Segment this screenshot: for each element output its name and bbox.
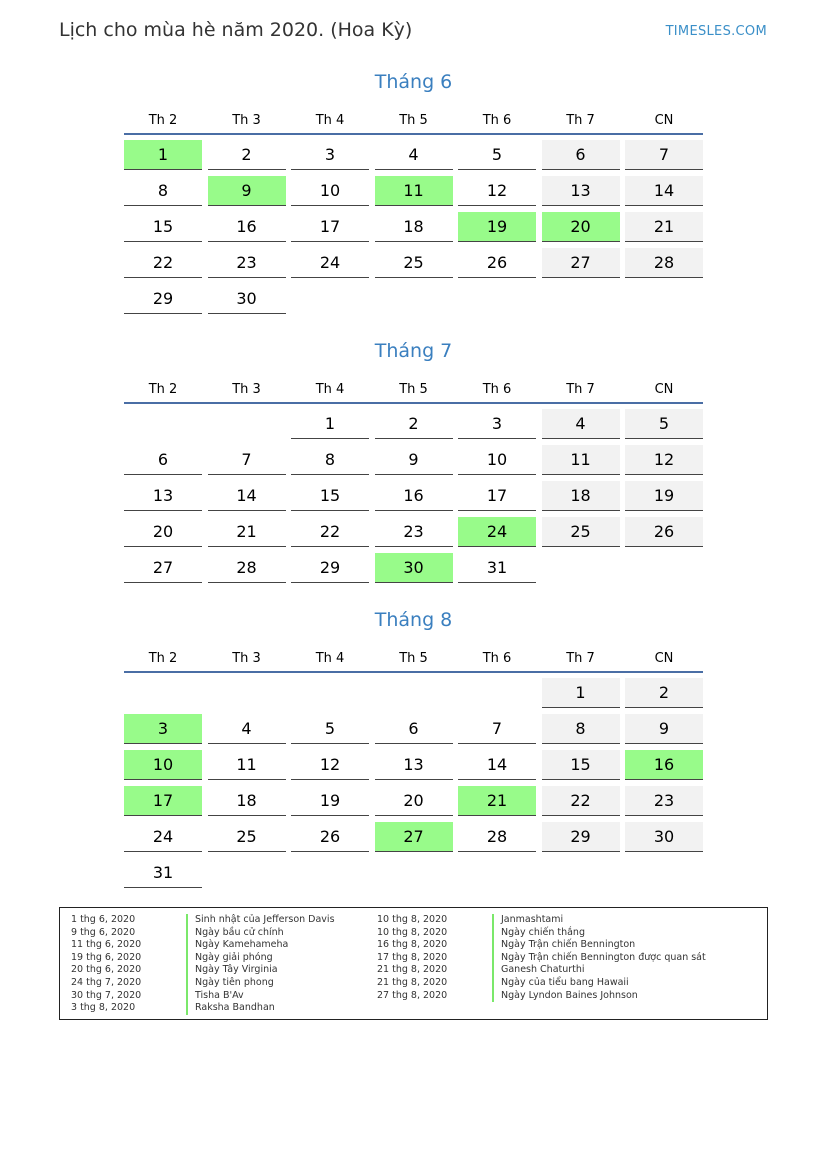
day-cell: 27 [124,553,202,583]
weekday-label: Th 6 [482,113,512,128]
holiday-day-cell: 27 [375,822,453,852]
legend-holiday-name: Tisha B'Av [186,990,244,1003]
day-cell: 29 [291,553,369,583]
month-june [124,68,703,320]
day-grid [124,678,703,894]
day-cell: 1 [542,678,620,708]
day-cell: 8 [124,176,202,206]
day-cell: 21 [625,212,703,242]
day-cell: 7 [208,445,286,475]
day-cell: 28 [208,553,286,583]
day-cell: 9 [375,445,453,475]
weekday-label: CN [654,651,674,666]
day-cell: 3 [291,140,369,170]
weekday-label: CN [654,113,674,128]
holiday-day-cell: 16 [625,750,703,780]
legend-holiday-name: Ngày Tây Virginia [186,964,278,977]
holiday-day-cell: 17 [124,786,202,816]
day-cell: 12 [291,750,369,780]
legend-date: 1 thg 6, 2020 [71,914,136,925]
day-cell: 31 [124,858,202,888]
day-cell: 17 [291,212,369,242]
month-title: Tháng 8 [374,609,453,631]
empty-cell [208,409,286,439]
day-cell: 16 [375,481,453,511]
day-cell: 20 [124,517,202,547]
page-title: Lịch cho mùa hè năm 2020. (Hoa Kỳ) [59,19,413,41]
weekday-label: CN [654,382,674,397]
legend-row [377,977,706,990]
weekday-label: Th 5 [399,651,428,666]
holiday-day-cell: 3 [124,714,202,744]
day-cell: 15 [291,481,369,511]
day-cell: 13 [542,176,620,206]
day-cell: 17 [458,481,536,511]
legend-date: 20 thg 6, 2020 [71,964,142,976]
legend-row [71,977,335,990]
day-cell: 22 [542,786,620,816]
empty-cell [291,678,369,708]
day-cell: 5 [625,409,703,439]
day-cell: 13 [124,481,202,511]
holiday-day-cell: 30 [375,553,453,583]
weekday-label: Th 5 [399,382,428,397]
day-cell: 11 [542,445,620,475]
weekday-label: Th 2 [148,113,178,128]
day-cell: 24 [291,248,369,278]
empty-cell [124,409,202,439]
day-cell: 26 [458,248,536,278]
day-cell: 31 [458,553,536,583]
day-cell: 7 [625,140,703,170]
legend-holiday-name: Raksha Bandhan [186,1002,275,1015]
holiday-day-cell: 1 [124,140,202,170]
legend-holiday-name: Ganesh Chaturthi [492,964,585,977]
day-cell: 10 [458,445,536,475]
weekday-header [124,111,703,135]
legend-holiday-name: Ngày giải phóng [186,952,273,965]
day-cell: 28 [625,248,703,278]
day-cell: 16 [208,212,286,242]
month-title: Tháng 6 [374,71,453,93]
month-july [124,337,703,589]
day-cell: 21 [208,517,286,547]
legend-holiday-name: Ngày Lyndon Baines Johnson [492,990,638,1003]
weekday-label: Th 7 [566,382,595,397]
day-cell: 23 [208,248,286,278]
legend-date: 11 thg 6, 2020 [71,939,142,951]
holiday-day-cell: 21 [458,786,536,816]
day-cell: 23 [625,786,703,816]
legend-row [71,964,335,977]
day-cell: 4 [208,714,286,744]
day-cell: 22 [124,248,202,278]
day-grid [124,409,703,589]
day-grid [124,140,703,320]
legend-date: 10 thg 8, 2020 [377,926,448,938]
day-cell: 22 [291,517,369,547]
day-cell: 14 [208,481,286,511]
holiday-day-cell: 9 [208,176,286,206]
day-cell: 15 [542,750,620,780]
legend-date: 9 thg 6, 2020 [71,926,136,938]
legend-date: 24 thg 7, 2020 [71,976,142,988]
legend-date: 19 thg 6, 2020 [71,951,142,963]
weekday-label: Th 4 [315,651,345,666]
weekday-header [124,380,703,404]
legend-holiday-name: Ngày bầu cử chính [186,927,284,940]
holiday-day-cell: 19 [458,212,536,242]
day-cell: 29 [124,284,202,314]
legend-date: 16 thg 8, 2020 [377,939,448,951]
weekday-label: Th 3 [232,382,261,397]
legend-row [71,914,335,927]
empty-cell [124,678,202,708]
holiday-day-cell: 11 [375,176,453,206]
legend-row [377,927,706,940]
legend-row [71,939,335,952]
day-cell: 2 [625,678,703,708]
day-cell: 25 [375,248,453,278]
day-cell: 30 [208,284,286,314]
weekday-label: Th 4 [315,113,345,128]
legend-row [377,939,706,952]
brand-link[interactable]: TIMESLES.COM [665,24,767,39]
day-cell: 24 [124,822,202,852]
legend-date: 30 thg 7, 2020 [71,989,142,1001]
day-cell: 20 [375,786,453,816]
legend-holiday-name: Sinh nhật của Jefferson Davis [186,914,335,927]
weekday-label: Th 4 [315,382,345,397]
holiday-day-cell: 20 [542,212,620,242]
day-cell: 5 [458,140,536,170]
day-cell: 15 [124,212,202,242]
weekday-label: Th 5 [399,113,428,128]
weekday-label: Th 3 [232,651,261,666]
legend-row [71,927,335,940]
day-cell: 14 [458,750,536,780]
day-cell: 12 [625,445,703,475]
day-cell: 3 [458,409,536,439]
day-cell: 18 [208,786,286,816]
weekday-label: Th 3 [232,113,261,128]
legend-holiday-name: Ngày Trận chiến Bennington [492,939,635,952]
legend-holiday-name: Ngày tiên phong [186,977,274,990]
day-cell: 10 [291,176,369,206]
weekday-label: Th 6 [482,382,512,397]
weekday-label: Th 2 [148,382,178,397]
day-cell: 19 [291,786,369,816]
day-cell: 12 [458,176,536,206]
day-cell: 8 [542,714,620,744]
empty-cell [375,678,453,708]
day-cell: 18 [375,212,453,242]
day-cell: 13 [375,750,453,780]
empty-cell [458,678,536,708]
weekday-label: Th 6 [482,651,512,666]
weekday-label: Th 2 [148,651,178,666]
legend-row [377,914,706,927]
day-cell: 2 [375,409,453,439]
day-cell: 5 [291,714,369,744]
day-cell: 29 [542,822,620,852]
day-cell: 8 [291,445,369,475]
legend-row [71,1002,335,1015]
day-cell: 4 [375,140,453,170]
legend-column-left [71,914,335,1015]
day-cell: 4 [542,409,620,439]
holiday-day-cell: 24 [458,517,536,547]
legend-date: 27 thg 8, 2020 [377,989,448,1001]
legend-row [71,990,335,1003]
day-cell: 9 [625,714,703,744]
legend-holiday-name: Janmashtami [492,914,563,927]
legend-row [377,964,706,977]
month-august [124,606,703,894]
day-cell: 11 [208,750,286,780]
day-cell: 1 [291,409,369,439]
legend-date: 3 thg 8, 2020 [71,1002,136,1014]
day-cell: 19 [625,481,703,511]
day-cell: 28 [458,822,536,852]
day-cell: 26 [625,517,703,547]
month-title: Tháng 7 [374,340,453,362]
day-cell: 14 [625,176,703,206]
legend-column-right [377,914,706,1002]
weekday-label: Th 7 [566,113,595,128]
day-cell: 6 [124,445,202,475]
day-cell: 18 [542,481,620,511]
legend-holiday-name: Ngày chiến thắng [492,927,585,940]
day-cell: 30 [625,822,703,852]
day-cell: 25 [208,822,286,852]
legend-date: 21 thg 8, 2020 [377,976,448,988]
day-cell: 2 [208,140,286,170]
day-cell: 23 [375,517,453,547]
day-cell: 6 [542,140,620,170]
day-cell: 7 [458,714,536,744]
legend-holiday-name: Ngày Kamehameha [186,939,288,952]
day-cell: 6 [375,714,453,744]
weekday-header [124,649,703,673]
legend-row [377,990,706,1003]
legend-row [377,952,706,965]
legend-row [71,952,335,965]
legend-date: 21 thg 8, 2020 [377,964,448,976]
day-cell: 26 [291,822,369,852]
legend-date: 17 thg 8, 2020 [377,951,448,963]
day-cell: 27 [542,248,620,278]
legend-holiday-name: Ngày của tiểu bang Hawaii [492,977,629,990]
weekday-label: Th 7 [566,651,595,666]
legend-holiday-name: Ngày Trận chiến Bennington được quan sát [492,952,706,965]
day-cell: 25 [542,517,620,547]
legend-date: 10 thg 8, 2020 [377,914,448,925]
holiday-day-cell: 10 [124,750,202,780]
empty-cell [208,678,286,708]
holiday-legend [59,907,768,1020]
